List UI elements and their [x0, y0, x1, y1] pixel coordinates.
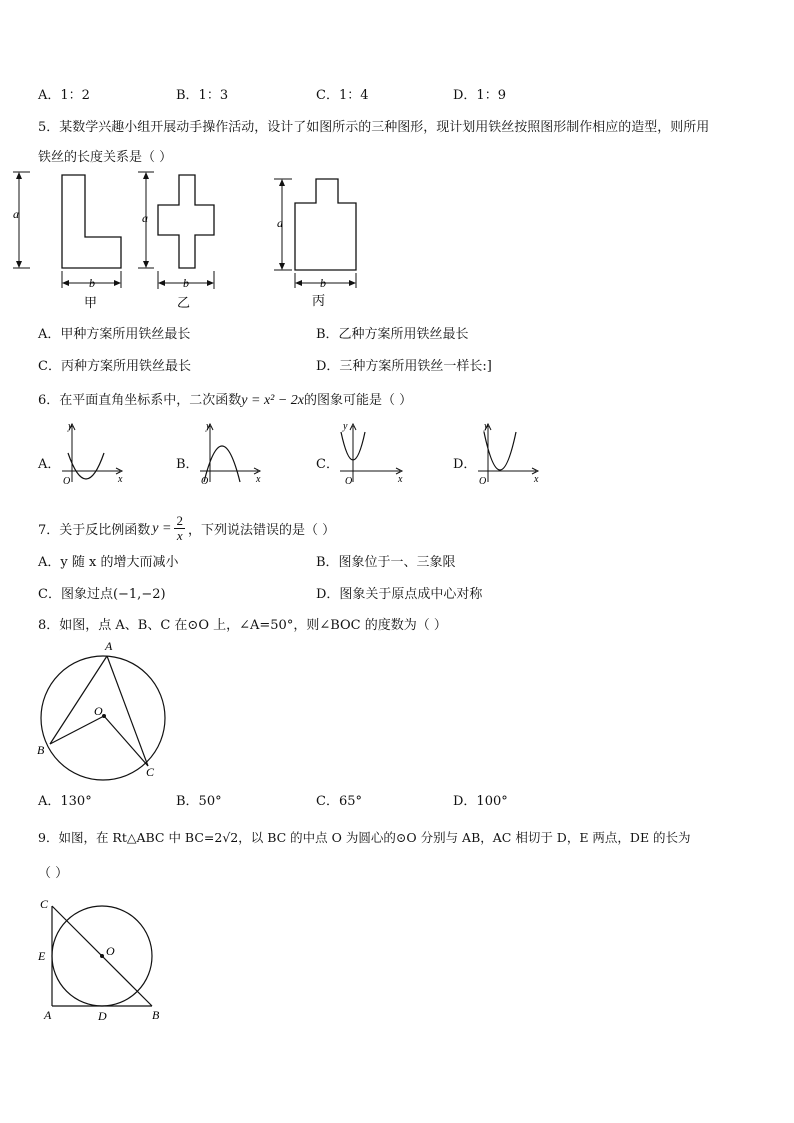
q9-label-d: D: [98, 1009, 107, 1023]
jia-a-label: a: [13, 207, 19, 221]
q7-option-c: C．图象过点(−1,−2): [38, 587, 166, 602]
q6b-y-label: y: [206, 421, 211, 432]
q6-stem-after: 的图象可能是（ ）: [304, 393, 413, 408]
q6-option-c-letter: C．: [316, 457, 339, 472]
q6-stem-before: 6．在平面直角坐标系中，二次函数: [38, 393, 242, 408]
q6-function: y = x² − 2x: [241, 393, 305, 408]
yi-b-label: b: [183, 276, 189, 290]
q9-label-b: B: [152, 1008, 160, 1022]
q6a-y-label: y: [68, 421, 73, 432]
q4-option-d: D．1：9: [453, 88, 506, 103]
q6d-x-label: x: [534, 474, 539, 485]
q6b-x-label: x: [256, 474, 261, 485]
q6-option-a-letter: A．: [38, 457, 61, 472]
q6-graph-a: [58, 420, 128, 492]
q6-option-b-letter: B．: [176, 457, 199, 472]
q6c-y-label: y: [343, 421, 348, 432]
bing-b-label: b: [320, 276, 326, 290]
figure-bing: [274, 179, 356, 308]
figure-jia: [13, 172, 121, 310]
q7-func-num: 2: [176, 513, 183, 528]
bing-a-label: a: [277, 216, 283, 230]
q8-stem: 8．如图，点 A、B、C 在⊙O 上，∠A=50°，则∠BOC 的度数为（ ）: [38, 618, 447, 633]
q9-label-a: A: [44, 1008, 52, 1022]
q6a-x-label: x: [118, 474, 123, 485]
jia-label: 甲: [84, 295, 98, 310]
q9-label-c: C: [40, 897, 49, 911]
q7-stem-after: ，下列说法错误的是（ ）: [187, 523, 336, 538]
q6d-y-label: y: [484, 421, 489, 432]
q7-fraction: [174, 514, 185, 543]
jia-b-label: b: [89, 276, 95, 290]
q4-option-a: A．1：2: [38, 88, 90, 103]
q8-label-o: O: [94, 704, 103, 718]
q9-paren: （ ）: [38, 866, 69, 881]
q8-figure: [30, 636, 180, 786]
q8-option-d: D．100°: [453, 794, 508, 809]
q9-label-e: E: [38, 949, 46, 963]
q5-option-d: D．三种方案所用铁丝一样长:]: [316, 359, 492, 374]
q5-figure: [10, 165, 370, 315]
q5-stem-line1: 5．某数学兴趣小组开展动手操作活动，设计了如图所示的三种图形，现计划用铁丝按照图形制作相应的造型，则所用: [38, 120, 710, 135]
q6-graph-d: [474, 420, 544, 492]
q6d-origin: O: [479, 476, 487, 487]
q7-func-y: y =: [152, 520, 172, 536]
q7-stem: [38, 514, 335, 543]
figure-yi: [138, 172, 214, 310]
q8-option-a: A．130°: [38, 794, 92, 809]
q6-graph-b: [196, 420, 266, 492]
q7-option-b: B．图象位于一、三象限: [316, 555, 456, 570]
q7-stem-before: 7．关于反比例函数: [38, 523, 151, 538]
q6-stem: [38, 389, 412, 409]
q8-option-b: B．50°: [176, 794, 222, 809]
q8-option-c: C．65°: [316, 794, 362, 809]
q5-option-b: B．乙种方案所用铁丝最长: [316, 327, 469, 342]
q8-label-c: C: [146, 765, 155, 779]
q5-option-a: A．甲种方案所用铁丝最长: [38, 327, 191, 342]
q6c-x-label: x: [398, 474, 403, 485]
q4-option-c: C．1：4: [316, 88, 369, 103]
q5-stem-line2: 铁丝的长度关系是（ ）: [38, 150, 173, 165]
q4-option-b: B．1：3: [176, 88, 229, 103]
q5-option-c: C．丙种方案所用铁丝最长: [38, 359, 191, 374]
q6c-origin: O: [345, 476, 353, 487]
q7-option-a: A．y 随 x 的增大而减小: [38, 555, 179, 570]
q6-option-d-letter: D．: [453, 457, 477, 472]
q6a-origin: O: [63, 476, 71, 487]
yi-label: 乙: [177, 295, 191, 310]
q9-figure: [30, 892, 180, 1032]
q8-label-b: B: [37, 743, 45, 757]
q8-label-a: A: [105, 639, 113, 653]
yi-a-label: a: [142, 211, 148, 225]
q7-func-den: x: [176, 528, 183, 543]
q6-graph-c: [336, 420, 406, 492]
q9-label-o: O: [106, 944, 115, 958]
q6b-origin: O: [201, 476, 209, 487]
q9-stem: 9．如图，在 Rt△ABC 中 BC=2√2，以 BC 的中点 O 为圆心的⊙O 分别与 AB，AC 相切于 D，E 两点，DE 的长为: [38, 830, 691, 845]
q7-option-d: D．图象关于原点成中心对称: [316, 587, 483, 602]
bing-label: 丙: [312, 293, 326, 308]
